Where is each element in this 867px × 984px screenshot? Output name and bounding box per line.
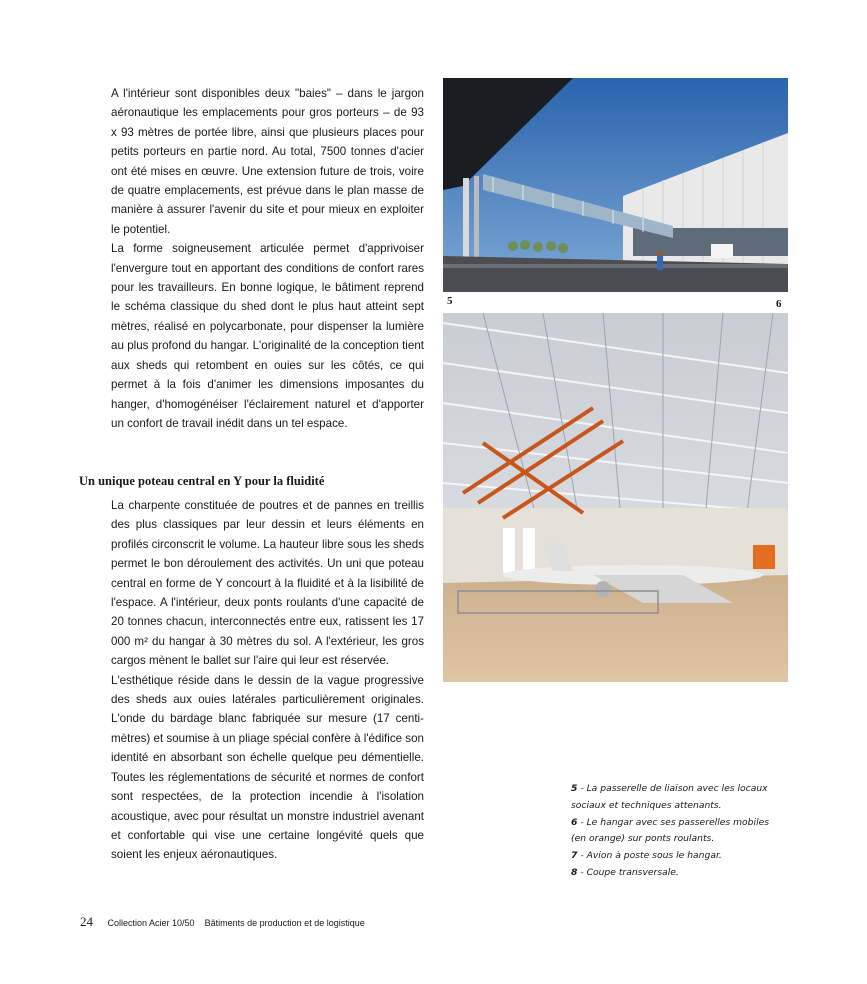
caption-6-sep: - xyxy=(577,816,587,828)
text-column-bottom xyxy=(111,496,424,865)
paragraph-4: L'esthétique réside dans le dessin de la vague progressive des sheds aux ouies latérales particulièrement originales. L'onde du bardage blanc fabriquée sur mesure (17 centimètres) et soumise à un pliage spécial confère à l'édifice son identité en absorbant son échelle quelque peu démentielle. Toutes les réglementations de sécurité et normes de confort sont respectées, de la protection incendie à l'isolation acoustique, avec pour résultat un monstre industriel avenant et confortable qui vise une certaine longévité quels que soient les enjeux aéronautiques. xyxy=(111,673,424,862)
footer-separator xyxy=(197,918,202,928)
figure-number-6: 6 xyxy=(776,298,782,310)
photo-footbridge xyxy=(443,78,788,292)
paragraph-2: La forme soigneusement articulée permet d'apprivoiser l'envergure tout en apportant des conditions de confort rares pour les travailleurs. En bonne logique, le bâtiment reprend le schéma classique du shed dont le plus haut atteint sept mètres, réalisé en polycarbonate, pour dispenser la lumière au plus profond du hangar. L'originalité de la conception tient aux sheds qui retombent en ouies sur les côtés, ce qui permet à la fois d'animer les dimensions imposantes du hanger, d'homogénéiser l'éclairement naturel et d'apporter un confort de travail inédit dans un tel espace. xyxy=(111,242,424,430)
caption-6-text: Le hangar avec ses passerelles mobiles (en orange) sur ponts roulants. xyxy=(571,816,770,845)
caption-8-sep: - xyxy=(577,866,587,878)
caption-5 xyxy=(571,781,781,815)
caption-6 xyxy=(571,815,781,849)
caption-7-sep: - xyxy=(577,850,587,862)
section-heading: Un unique poteau central en Y pour la fluidité xyxy=(79,474,325,488)
figure-number-5: 5 xyxy=(447,295,453,307)
caption-5-number: 5 xyxy=(571,783,578,794)
caption-5-sep: - xyxy=(577,783,587,794)
caption-7-number: 7 xyxy=(571,850,578,862)
caption-8-number: 8 xyxy=(571,866,578,878)
hangar-interior-illustration xyxy=(443,313,788,682)
paragraph-1: A l'intérieur sont disponibles deux "baies" – dans le jargon aéronautique les emplacements pour gros porteurs – de 93 x 93 mètres de portée libre, ainsi que plusieurs places pour petits porteurs en partie nord. Au total, 7500 tonnes d'acier ont été mises en œuvre. Une extension future de trois, voire de quatre emplacements, est prévue dans le plan masse de manière à assurer l'avenir du site et pour mieux en exploiter le potentiel. xyxy=(111,87,424,236)
page-number: 24 xyxy=(80,914,93,929)
footbridge-illustration xyxy=(443,78,788,292)
caption-7-text: Avion à poste sous le hangar. xyxy=(586,850,722,862)
caption-8 xyxy=(571,865,781,882)
book-title: Bâtiments de production et de logistique xyxy=(204,918,365,928)
caption-7 xyxy=(571,848,781,865)
caption-8-text: Coupe transversale. xyxy=(586,866,679,878)
page-footer xyxy=(80,914,365,930)
photo-hangar-interior xyxy=(443,313,788,682)
figure-captions xyxy=(571,781,781,882)
caption-6-number: 6 xyxy=(571,816,578,828)
caption-5-text: La passerelle de liaison avec les locaux sociaux et techniques attenants. xyxy=(571,783,768,811)
text-column-top xyxy=(111,84,424,433)
collection-name: Collection Acier 10/50 xyxy=(107,918,195,928)
paragraph-3: La charpente constituée de poutres et de pannes en treillis des plus classiques par leur dessin et leurs éléments en profilés circonscrit le volume. La hauteur libre sous les sheds permet le bon déroulement des activités. Un uni que poteau central en forme de Y concourt à la fluidité et à la lisibilité de l'espace. A l'intérieur, deux ponts roulants d'une capacité de 20 tonnes chacun, interconnectés entre eux, ratissent les 17 000 m² du hangar à 30 mètres du sol. A l'extérieur, les gros cargos mènent le ballet sur l'aire qui leur est réservée. xyxy=(111,499,424,668)
